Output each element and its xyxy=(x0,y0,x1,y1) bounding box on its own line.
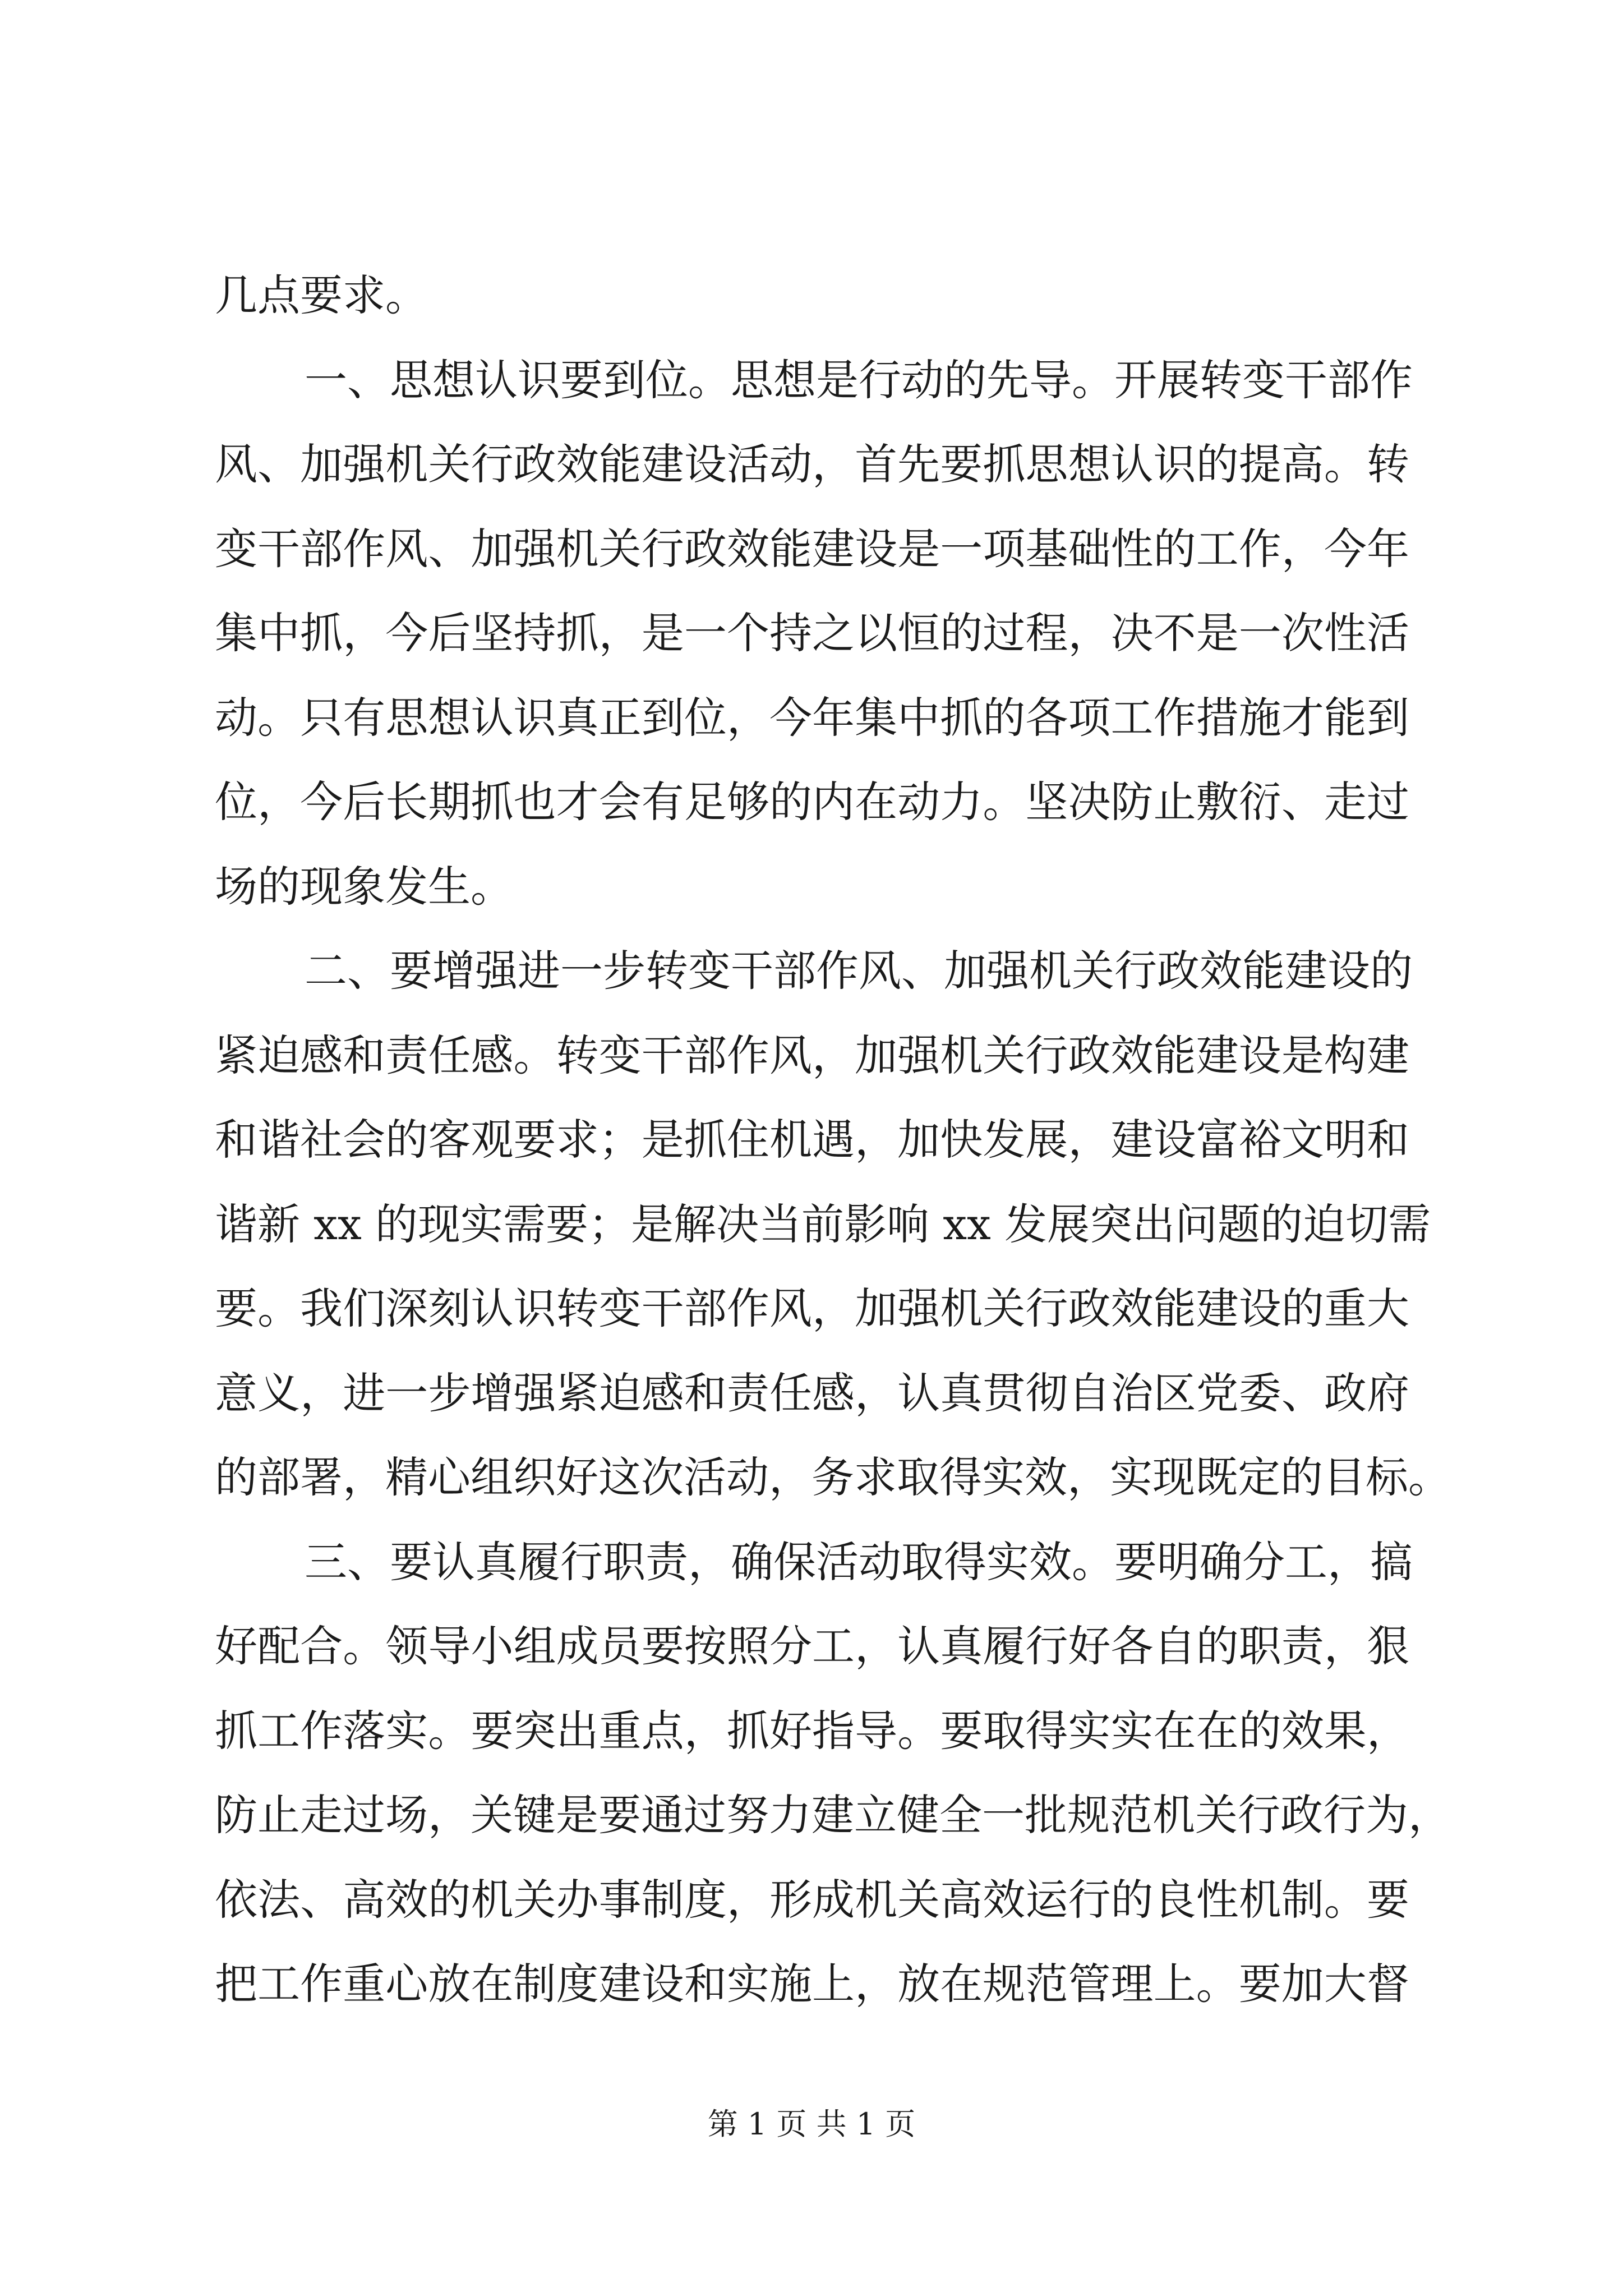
text-line: 要。我们深刻认识转变干部作风，加强机关行政效能建设的重大 xyxy=(215,1283,1409,1333)
document-body xyxy=(215,254,1451,2027)
text-line: 防止走过场，关键是要通过努力建立健全一批规范机关行政行为， xyxy=(215,1790,1451,1840)
text-line: 依法、高效的机关办事制度，形成机关高效运行的良性机制。要 xyxy=(215,1874,1409,1925)
text-line: 场的现象发生。 xyxy=(215,861,513,912)
text-line: 谐新 xx 的现实需要；是解决当前影响 xx 发展突出问题的迫切需 xyxy=(215,1199,1431,1249)
text-line: 位，今后长期抓也才会有足够的内在动力。坚决防止敷衍、走过 xyxy=(215,777,1409,827)
text-line: 意义，进一步增强紧迫感和责任感，认真贯彻自治区党委、政府 xyxy=(215,1368,1409,1418)
text-line: 几点要求。 xyxy=(215,270,428,320)
text-line: 二、要增强进一步转变干部作风、加强机关行政效能建设的 xyxy=(305,946,1413,996)
text-line: 一、思想认识要到位。思想是行动的先导。开展转变干部作 xyxy=(305,355,1413,405)
text-line: 的部署，精心组织好这次活动，务求取得实效，实现既定的目标。 xyxy=(215,1452,1451,1502)
text-line: 好配合。领导小组成员要按照分工，认真履行好各自的职责，狠 xyxy=(215,1621,1409,1671)
text-line: 动。只有思想认识真正到位，今年集中抓的各项工作措施才能到 xyxy=(215,692,1409,743)
text-line: 集中抓，今后坚持抓，是一个持之以恒的过程，决不是一次性活 xyxy=(215,608,1409,658)
text-line: 风、加强机关行政效能建设活动，首先要抓思想认识的提高。转 xyxy=(215,439,1409,489)
text-line: 紧迫感和责任感。转变干部作风，加强机关行政效能建设是构建 xyxy=(215,1030,1409,1080)
text-line: 把工作重心放在制度建设和实施上，放在规范管理上。要加大督 xyxy=(215,1959,1409,2009)
text-line: 变干部作风、加强机关行政效能建设是一项基础性的工作，今年 xyxy=(215,523,1409,574)
text-line: 抓工作落实。要突出重点，抓好指导。要取得实实在在的效果， xyxy=(215,1705,1409,1756)
text-line: 三、要认真履行职责，确保活动取得实效。要明确分工，搞 xyxy=(305,1536,1413,1587)
page-footer: 第 1 页 共 1 页 xyxy=(707,2106,916,2142)
text-line: 和谐社会的客观要求；是抓住机遇，加快发展，建设富裕文明和 xyxy=(215,1115,1409,1165)
